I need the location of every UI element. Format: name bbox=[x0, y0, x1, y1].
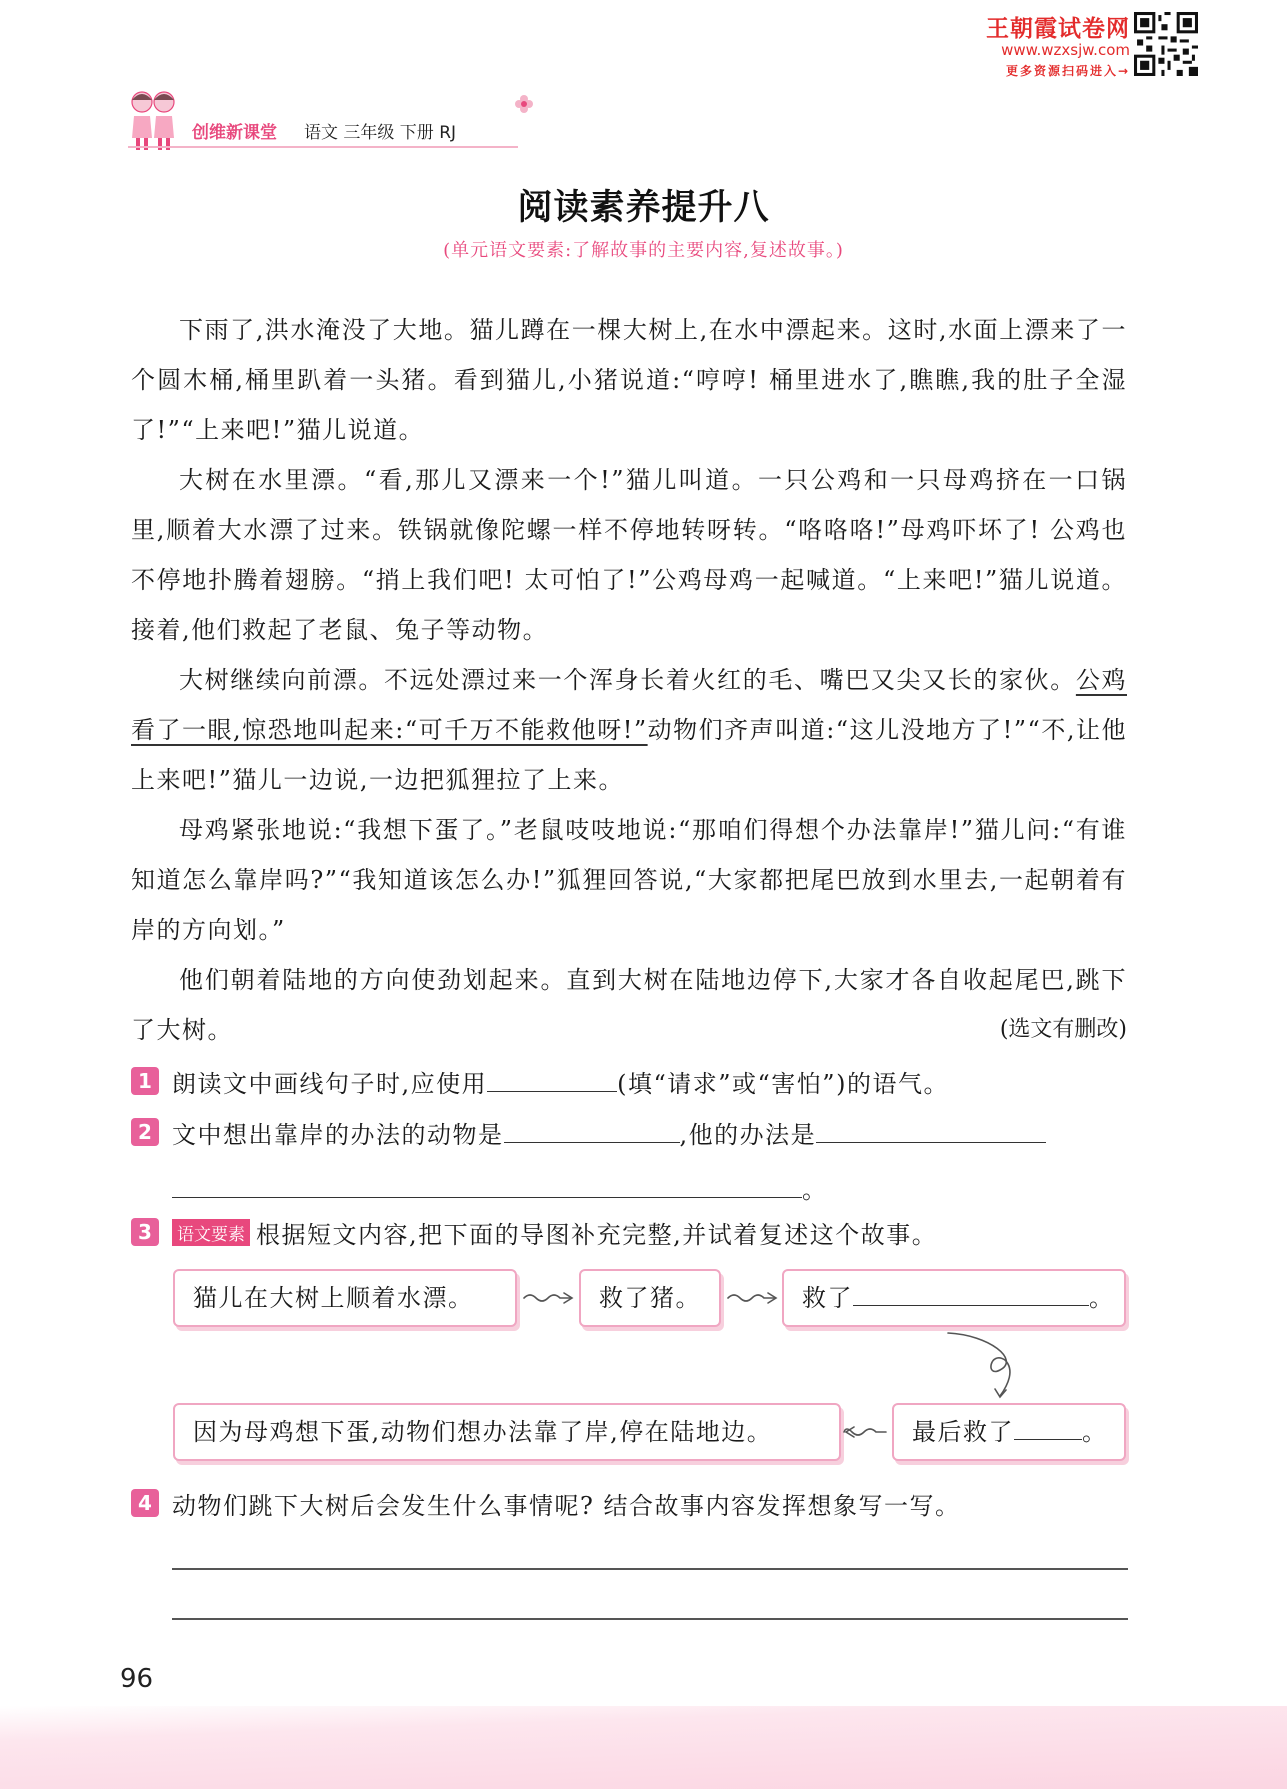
passage-paragraph-2: 大树在水里漂。“看,那儿又漂来一个!”猫儿叫道。一只公鸡和一只母鸡挤在一口锅里,顺着大水漂了过来。铁锅就像陀螺一样不停地转呀转。“咯咯咯!”母鸡吓坏了! 公鸡也不停地扑腾着翅膀。“捎上我们吧! 太可怕了!”公鸡母鸡一起喊道。“上来吧!”猫儿说道。接着,他们救起了老鼠、兔子等动物。 bbox=[131, 466, 1127, 644]
question-4-text: 动物们跳下大树后会发生什么事情呢? 结合故事内容发挥想象写一写。 bbox=[172, 1492, 961, 1520]
question-3-number: 3 bbox=[131, 1218, 159, 1246]
series-name: 创维新课堂 bbox=[192, 123, 277, 143]
paragraph-5-text: 他们朝着陆地的方向使劲划起来。直到大树在陆地边停下,大家才各自收起尾巴,跳下了大树。 bbox=[131, 966, 1127, 1044]
reading-passage bbox=[131, 305, 1127, 1055]
question-2-end: 。 bbox=[802, 1176, 828, 1204]
writing-line-2[interactable] bbox=[172, 1618, 1128, 1620]
passage-paragraph-5 bbox=[131, 955, 1127, 1055]
brand-url: www.wzxsjw.com bbox=[1001, 41, 1130, 59]
subject-info: 语文 三年级 下册 RJ bbox=[304, 123, 457, 143]
passage-paragraph-4: 母鸡紧张地说:“我想下蛋了。”老鼠吱吱地说:“那咱们得想个办法靠岸!”猫儿问:“有谁知道怎么靠岸吗?”“我知道该怎么办!”狐狸回答说,“大家都把尾巴放到水里去,一起朝着有岸的方向划。” bbox=[131, 816, 1127, 944]
question-3-text: 根据短文内容,把下面的导图补充完整,并试着复述这个故事。 bbox=[256, 1221, 938, 1249]
question-2-number: 2 bbox=[131, 1118, 159, 1146]
brand-name: 王朝霞试卷网 bbox=[986, 16, 1130, 42]
flow-box-4 bbox=[892, 1403, 1126, 1461]
writing-line-1[interactable] bbox=[172, 1568, 1128, 1570]
question-2-text-b: ,他的办法是 bbox=[679, 1121, 817, 1149]
question-1 bbox=[172, 1064, 949, 1099]
answer-blank-1[interactable] bbox=[487, 1090, 617, 1092]
question-1-text-b: (填“请求”或“害怕”)的语气。 bbox=[617, 1070, 949, 1098]
arrow-head-1 bbox=[564, 1293, 572, 1303]
question-2-text-a: 文中想出靠岸的办法的动物是 bbox=[172, 1121, 504, 1149]
chinese-element-tag: 语文要素 bbox=[172, 1219, 250, 1246]
flow-box-3-prefix: 救了 bbox=[802, 1284, 853, 1312]
answer-blank-2b[interactable] bbox=[816, 1141, 1046, 1143]
answer-blank-2c[interactable] bbox=[172, 1196, 802, 1198]
paragraph-3-text-a: 大树继续向前漂。不远处漂过来一个浑身长着火红的毛、嘴巴又尖又长的家伙。 bbox=[179, 666, 1076, 694]
source-note: (选文有删改) bbox=[999, 1017, 1127, 1042]
flow-box-2: 救了猪。 bbox=[579, 1269, 721, 1327]
question-3 bbox=[172, 1215, 937, 1250]
flow-box-5: 因为母鸡想下蛋,动物们想办法靠了岸,停在陆地边。 bbox=[173, 1403, 841, 1461]
brand-tagline: 更多资源扫码进入→ bbox=[1005, 64, 1130, 78]
arrow-1-to-2 bbox=[524, 1295, 570, 1301]
brand-watermark bbox=[960, 10, 1250, 80]
footer-decoration bbox=[0, 1706, 1287, 1789]
question-2-continuation bbox=[172, 1170, 828, 1205]
flow-box-4-prefix: 最后救了 bbox=[912, 1418, 1014, 1446]
question-4-number: 4 bbox=[131, 1489, 159, 1517]
flower-icon bbox=[514, 94, 534, 114]
qr-code-icon bbox=[1134, 12, 1198, 76]
underlined-sentence: 公鸡看了一眼,惊恐地叫起来:“可千万不能救他呀!” bbox=[131, 666, 1127, 744]
flow-blank-3[interactable] bbox=[853, 1304, 1089, 1306]
flow-box-3-suffix: 。 bbox=[1089, 1284, 1115, 1312]
paragraph-3-text-b: 动物们齐声叫道:“这儿没地方了!”“不,让他上来吧!”猫儿一边说,一边把狐狸拉了上来。 bbox=[131, 716, 1127, 794]
passage-paragraph-3 bbox=[131, 655, 1127, 805]
flow-blank-4[interactable] bbox=[1014, 1438, 1082, 1440]
page-number: 96 bbox=[120, 1664, 154, 1694]
question-2 bbox=[172, 1115, 1046, 1150]
unit-requirement: (单元语文要素:了解故事的主要内容,复述故事。) bbox=[443, 240, 844, 261]
arrow-4-to-5 bbox=[844, 1429, 886, 1435]
arrow-head-2 bbox=[768, 1293, 776, 1303]
page-title: 阅读素养提升八 bbox=[517, 188, 770, 228]
passage-paragraph-1: 下雨了,洪水淹没了大地。猫儿蹲在一棵大树上,在水中漂起来。这时,水面上漂来了一个圆木桶,桶里趴着一头猪。看到猫儿,小猪说道:“哼哼! 桶里进水了,瞧瞧,我的肚子全湿了!”“上来吧!”猫儿说道。 bbox=[131, 316, 1127, 444]
arrow-3-to-4 bbox=[948, 1333, 1010, 1396]
flow-box-3 bbox=[782, 1269, 1126, 1327]
arrow-head-4 bbox=[846, 1427, 854, 1437]
question-1-text-a: 朗读文中画线句子时,应使用 bbox=[172, 1070, 488, 1098]
answer-blank-2a[interactable] bbox=[504, 1141, 680, 1143]
arrow-head-3 bbox=[995, 1389, 1006, 1397]
header-divider bbox=[128, 146, 518, 148]
question-1-number: 1 bbox=[131, 1067, 159, 1095]
flow-box-1: 猫儿在大树上顺着水漂。 bbox=[173, 1269, 517, 1327]
flow-box-4-suffix: 。 bbox=[1082, 1418, 1108, 1446]
arrow-2-to-3 bbox=[728, 1295, 774, 1301]
